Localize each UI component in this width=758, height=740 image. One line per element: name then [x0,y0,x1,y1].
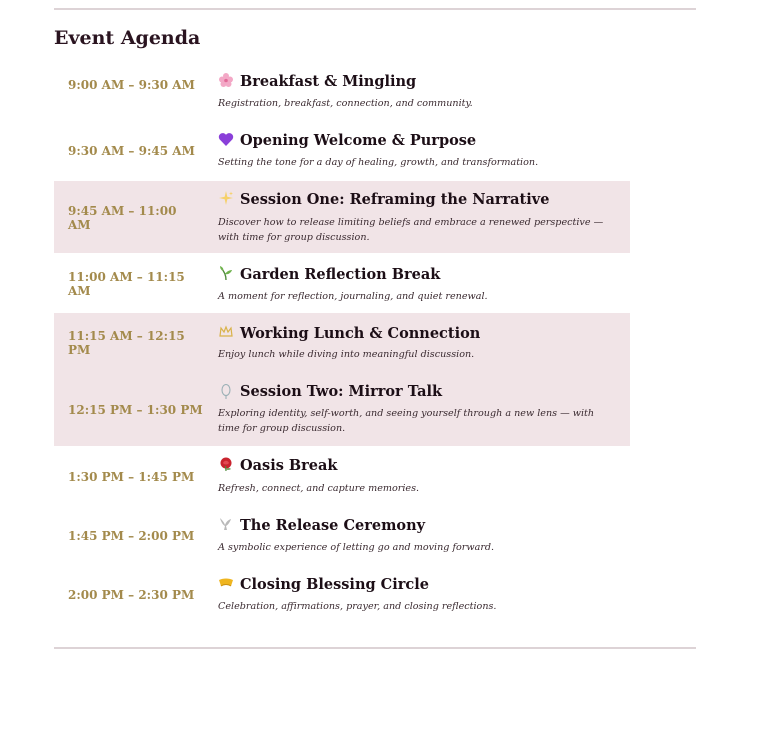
agenda-description: Exploring identity, self-worth, and seeing yourself through a new lens — with time for group discussion. [218,408,595,434]
agenda-title: Oasis Break [240,457,338,474]
agenda-time: 2:00 PM – 2:30 PM [68,588,195,602]
agenda-title: Session Two: Mirror Talk [240,383,443,400]
agenda-time: 9:45 AM – 11:00 AM [68,204,177,232]
agenda-title: Closing Blessing Circle [240,576,429,593]
agenda-time: 11:15 AM – 12:15 PM [68,329,185,357]
agenda-description: Setting the tone for a day of healing, growth, and transformation. [218,157,539,168]
sparkles-icon [216,189,236,207]
agenda-time: 11:00 AM – 11:15 AM [68,270,185,298]
agenda-description: Refresh, connect, and capture memories. [218,483,420,494]
agenda-time: 1:30 PM – 1:45 PM [68,470,195,484]
bottom-divider [54,647,696,649]
top-divider [54,8,696,10]
agenda-time: 1:45 PM – 2:00 PM [68,529,195,543]
rose-icon [216,455,236,473]
agenda-title: Breakfast & Mingling [240,73,417,90]
purple-heart-icon [216,130,236,148]
agenda-description: A symbolic experience of letting go and moving forward. [218,542,495,553]
agenda-title: Opening Welcome & Purpose [240,132,477,149]
agenda-title: The Release Ceremony [240,517,426,534]
agenda-description: Enjoy lunch while diving into meaningful discussion. [218,349,475,360]
dove-icon [216,514,236,532]
agenda-title: Garden Reflection Break [240,266,441,283]
crown-icon [216,323,236,341]
agenda-description: Celebration, affirmations, prayer, and closing reflections. [218,601,497,612]
agenda-title: Working Lunch & Connection [240,325,481,342]
agenda-heading: Event Agenda [54,27,201,49]
mirror-icon [216,382,236,400]
ribbon-icon [216,574,236,592]
agenda-description: A moment for reflection, journaling, and quiet renewal. [218,291,488,302]
agenda-title: Session One: Reframing the Narrative [240,191,550,208]
cherry-blossom-icon [216,71,236,89]
herb-icon [216,264,236,282]
agenda-time: 9:00 AM – 9:30 AM [68,78,195,92]
agenda-time: 9:30 AM – 9:45 AM [68,144,195,158]
agenda-description: Discover how to release limiting beliefs and embrace a renewed perspective — with time for group discussion. [218,217,604,243]
agenda-time: 12:15 PM – 1:30 PM [68,403,203,417]
agenda-description: Registration, breakfast, connection, and community. [218,98,473,109]
